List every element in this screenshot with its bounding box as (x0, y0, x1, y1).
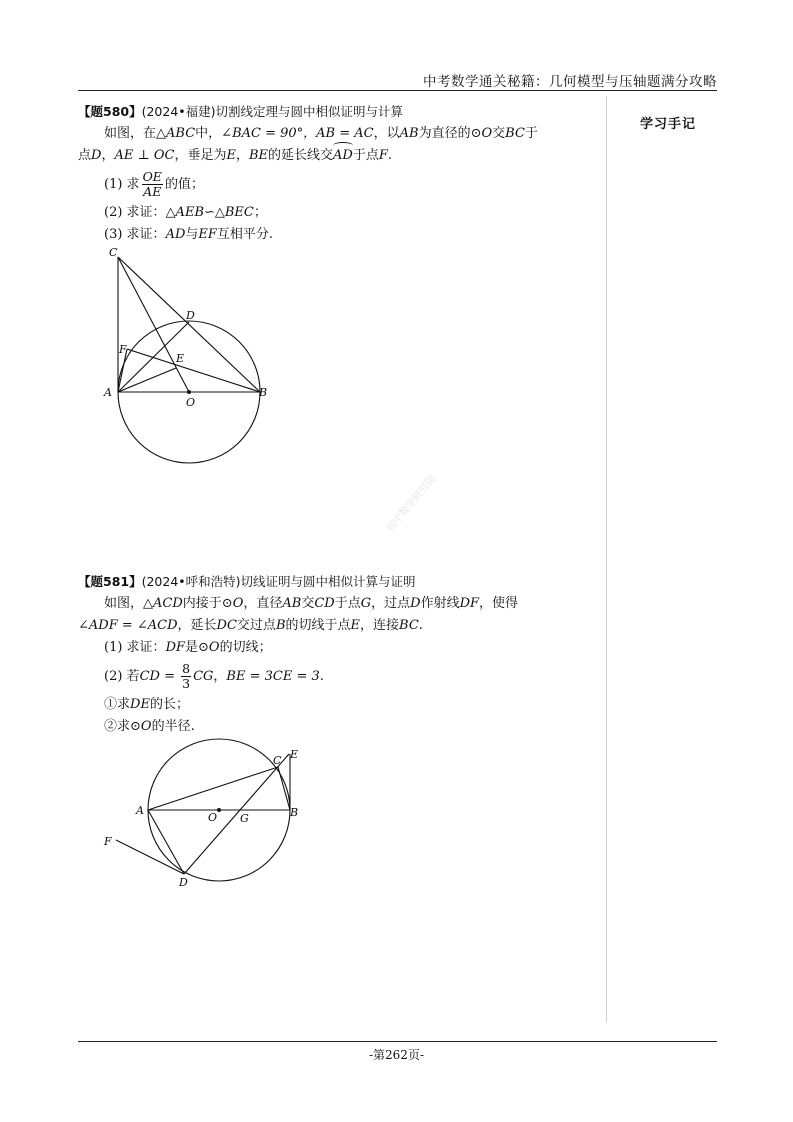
problem-581-title (78, 571, 598, 593)
problem-581-number: 【题581】 (78, 574, 142, 589)
q-text: 的长； (149, 697, 189, 712)
stem-text: 为直径的⊙ (418, 126, 482, 141)
label-e: E (290, 748, 299, 761)
problem-580-title (78, 101, 598, 123)
stem-math: AE ⊥ OC (114, 148, 175, 163)
label-e: E (176, 352, 185, 365)
stem-math: BC (399, 618, 419, 633)
q-text: ①求 (104, 697, 131, 712)
footer-rule (78, 1041, 717, 1042)
q-text: 互相平分. (216, 227, 274, 242)
stem-text: 点 (78, 148, 92, 163)
q-math: CG (193, 669, 214, 684)
q-math: AD (165, 227, 186, 242)
stem-math: DC (216, 618, 237, 633)
q-text: ， (213, 669, 227, 684)
problem-581-sub2 (78, 716, 598, 738)
q-math: BE = 3CE = 3 (226, 669, 320, 684)
stem-text: ， (235, 148, 249, 163)
page-number: -第262页- (368, 1048, 424, 1062)
stem-math: △ACD (143, 596, 183, 611)
fraction-denominator: 3 (182, 676, 191, 691)
q-text: 是⊙ (185, 640, 209, 655)
stem-math: BC (505, 126, 525, 141)
q-text: ； (253, 205, 267, 220)
q-text: 的值； (164, 177, 204, 192)
label-b: B (290, 806, 299, 819)
stem-text: 作射线 (420, 596, 460, 611)
q-math: CD (139, 669, 160, 684)
stem-text: 交过点 (236, 618, 276, 633)
fraction-denominator: AE (143, 184, 162, 199)
label-o: O (186, 396, 196, 409)
q-math: DF (165, 640, 186, 655)
problem-581-topic: 切线证明与圆中相似计算与证明 (240, 574, 416, 589)
stem-math: △ABC (156, 126, 196, 141)
figure-581 (100, 740, 310, 890)
stem-math: ∠BAC = 90°，AB = AC (221, 126, 374, 141)
stem-text: ，连接 (360, 618, 400, 633)
label-f: F (104, 835, 112, 848)
stem-math: D (91, 148, 102, 163)
q-text: (2) 求证： (104, 205, 166, 220)
stem-text: 内接于⊙ (182, 596, 233, 611)
label-g: G (240, 812, 249, 825)
segment-fb (127, 349, 260, 392)
center-dot (217, 808, 221, 812)
stem-text: 交 (492, 126, 506, 141)
problem-580 (78, 101, 598, 246)
fraction-8-3 (181, 662, 191, 691)
center-dot (187, 390, 191, 394)
q-text: = (159, 669, 180, 684)
stem-math: CD (314, 596, 335, 611)
stem-text: ， (101, 148, 115, 163)
stem-math: O (481, 126, 493, 141)
stem-math: ∠ADF = ∠ACD (78, 618, 178, 633)
problem-580-q1 (78, 170, 598, 199)
figure-580 (100, 245, 280, 470)
stem-text: . (418, 618, 423, 633)
stem-text: 于点 (352, 148, 379, 163)
watermark: 初中数学研究院 (384, 473, 439, 535)
stem-text: . (387, 148, 393, 163)
stem-text: ，过点 (371, 596, 411, 611)
label-c: C (273, 754, 282, 767)
q-text: (3) 求证： (104, 227, 166, 242)
segment-co (118, 257, 189, 392)
book-title: 中考数学通关秘籍：几何模型与压轴题满分攻略 (423, 74, 717, 90)
stem-text: 的延长线交 (268, 148, 334, 163)
problem-581-sub1 (78, 694, 598, 716)
stem-text: ，延长 (177, 618, 217, 633)
q-text: ②求⊙ (104, 719, 141, 734)
stem-text: 的切线于点 (285, 618, 351, 633)
q-math: O (140, 719, 152, 734)
stem-math: E (226, 148, 236, 163)
q-text: 的切线； (219, 640, 272, 655)
fraction-numerator: 8 (182, 661, 191, 676)
stem-math: AB (399, 126, 419, 141)
stem-math: B (275, 618, 286, 633)
label-o: O (208, 811, 218, 824)
problem-580-stem-line2 (78, 145, 598, 167)
fraction-oe-ae (142, 170, 163, 199)
stem-math: D (410, 596, 421, 611)
stem-text: 如图，在 (104, 126, 157, 141)
label-c: C (109, 246, 118, 259)
stem-text: ，垂足为 (174, 148, 227, 163)
arc-ad: AD (333, 145, 353, 167)
stem-math: DF (459, 596, 480, 611)
label-a: A (136, 804, 144, 817)
problem-580-topic: 切割线定理与圆中相似证明与计算 (215, 104, 404, 119)
q-text: . (319, 669, 324, 684)
label-b: B (259, 386, 268, 399)
stem-text: ，以 (373, 126, 400, 141)
stem-text: 中， (195, 126, 222, 141)
q-text: 与 (185, 227, 199, 242)
problem-581-stem-line2 (78, 615, 598, 637)
q-text: 的半径. (151, 719, 195, 734)
label-a: A (104, 386, 112, 399)
label-d: D (186, 309, 195, 322)
label-f: F (119, 343, 127, 356)
study-notes-label: 学习手记 (640, 117, 697, 132)
q-text: (1) 求证： (104, 640, 166, 655)
problem-580-q3 (78, 224, 598, 246)
segment-ae (118, 368, 176, 392)
problem-580-q2 (78, 202, 598, 224)
stem-math: BE (248, 148, 269, 163)
problem-581 (78, 571, 598, 738)
problem-581-q2 (78, 662, 598, 691)
problem-580-source: (2024•福建) (141, 104, 216, 119)
problem-580-number: 【题580】 (78, 104, 142, 119)
notes-column-divider (606, 96, 607, 1022)
ray-df (116, 840, 184, 874)
q-text: (2) 若 (104, 669, 140, 684)
fraction-numerator: OE (142, 169, 162, 184)
problem-581-q1 (78, 637, 598, 659)
stem-text: ，直径 (243, 596, 283, 611)
stem-math: AB (282, 596, 302, 611)
stem-text: ，使得 (479, 596, 519, 611)
stem-math: F (378, 148, 388, 163)
page-header (78, 68, 717, 91)
stem-text: 于点 (334, 596, 361, 611)
stem-math: G (360, 596, 372, 611)
q-math: DE (130, 697, 150, 712)
stem-math: O (232, 596, 244, 611)
label-d: D (179, 876, 188, 889)
stem-text: 如图， (104, 596, 144, 611)
q-math: △AEB∽△BEC (165, 205, 254, 220)
q-math: O (208, 640, 220, 655)
problem-581-stem (78, 593, 598, 615)
segment-cb (278, 767, 290, 810)
q-math: EF (198, 227, 217, 242)
problem-581-source: (2024•呼和浩特) (141, 574, 241, 589)
stem-math: E (350, 618, 361, 633)
stem-text: 于 (524, 126, 538, 141)
stem-text: 交 (301, 596, 315, 611)
q-text: (1) 求 (104, 177, 140, 192)
